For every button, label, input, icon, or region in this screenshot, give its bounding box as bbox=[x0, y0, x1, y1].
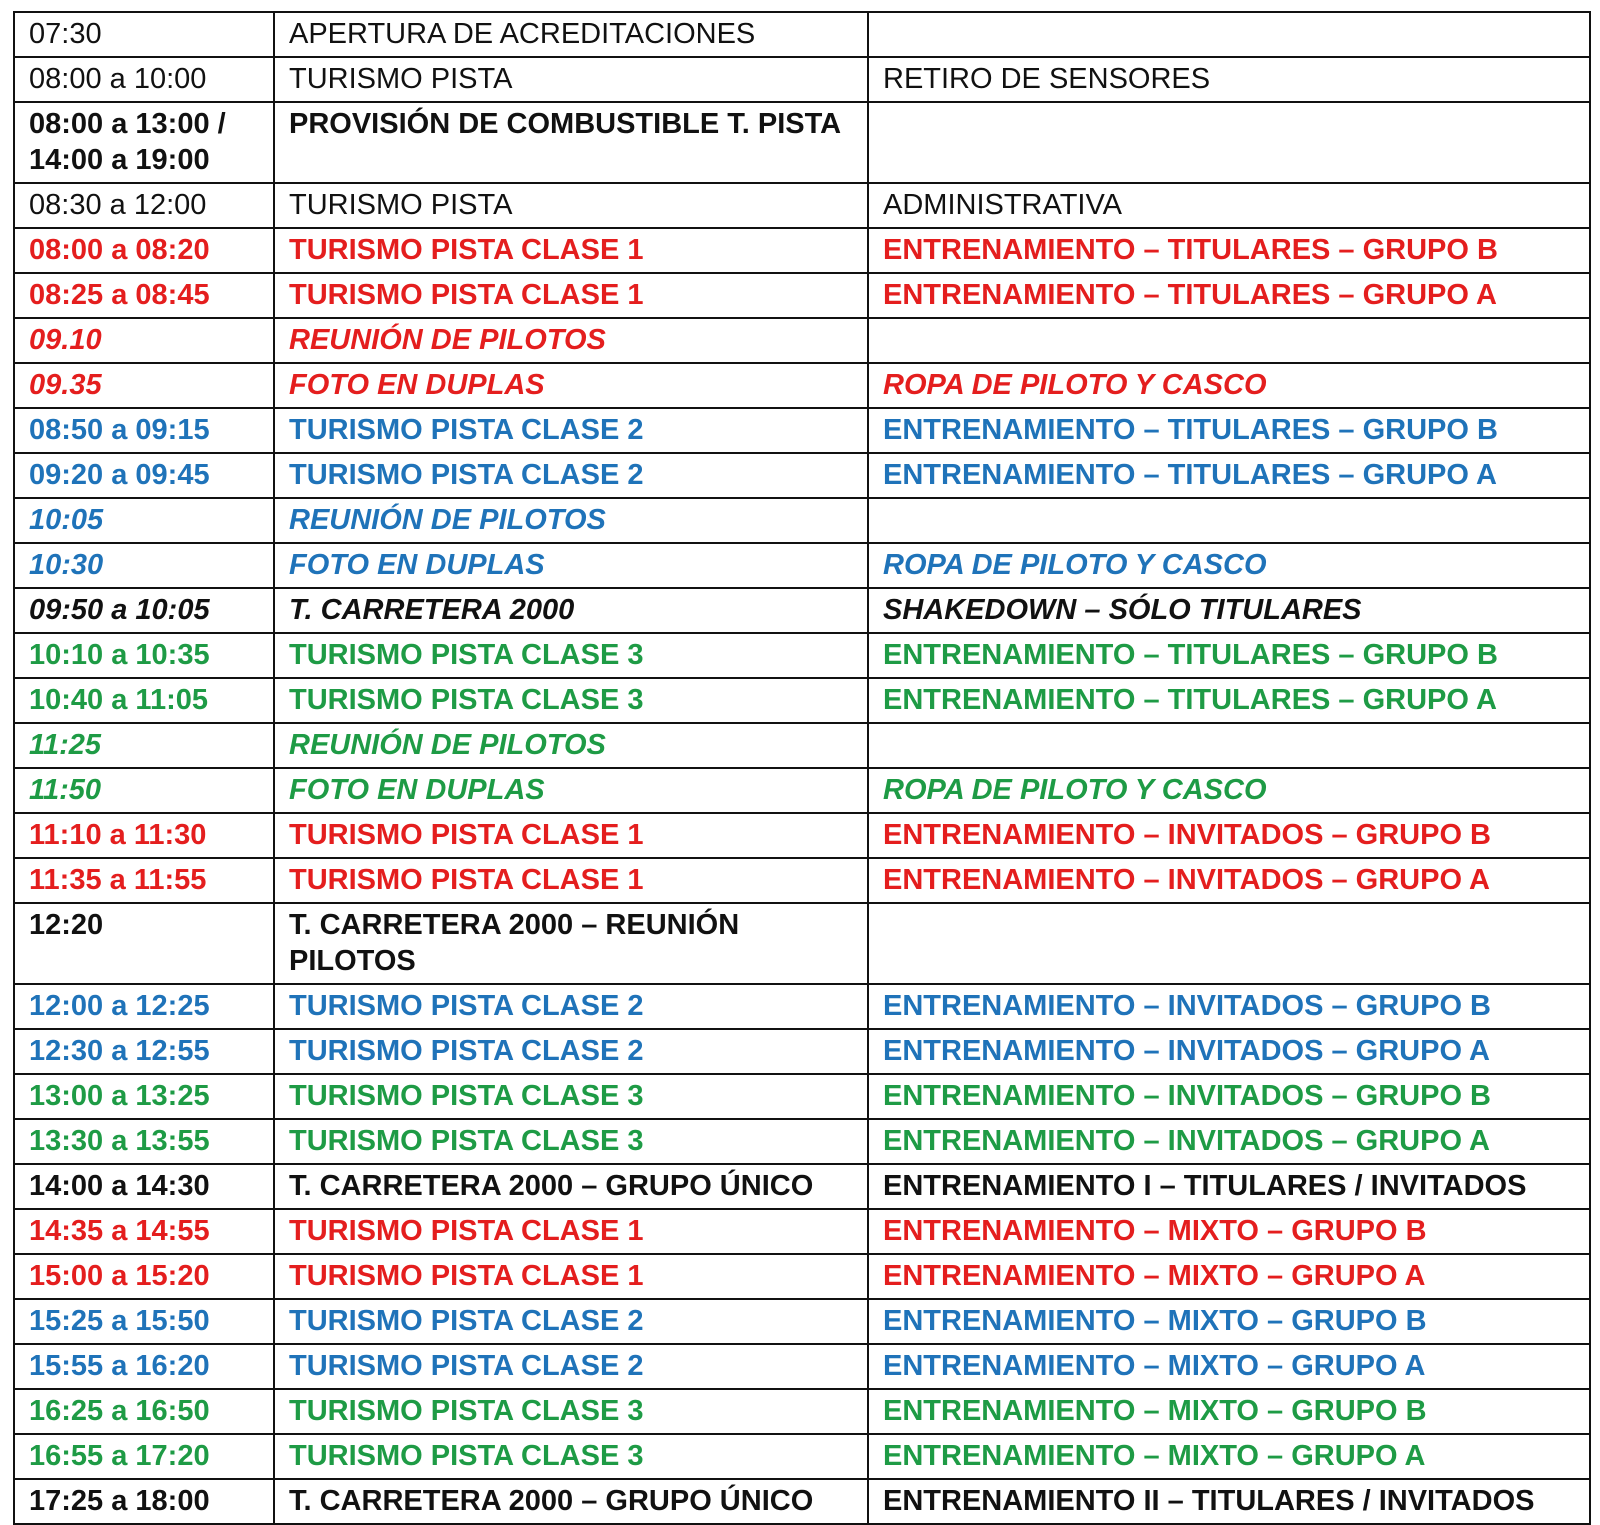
time-cell bbox=[14, 858, 274, 903]
schedule-row bbox=[14, 12, 1590, 57]
time-cell bbox=[14, 768, 274, 813]
time-cell bbox=[14, 903, 274, 984]
event-cell bbox=[274, 363, 868, 408]
event-cell bbox=[274, 12, 868, 57]
time-cell-text: 08:30 a 12:00 bbox=[29, 189, 207, 221]
event-cell-text: APERTURA DE ACREDITACIONES bbox=[289, 18, 756, 50]
schedule-row bbox=[14, 1074, 1590, 1119]
time-cell-text: 17:25 a 18:00 bbox=[29, 1485, 210, 1517]
time-cell-text: 10:40 a 11:05 bbox=[29, 684, 208, 716]
schedule-row bbox=[14, 408, 1590, 453]
time-cell-text: 09.35 bbox=[29, 369, 102, 401]
detail-cell-text: ENTRENAMIENTO – TITULARES – GRUPO A bbox=[883, 459, 1497, 491]
detail-cell bbox=[868, 1479, 1590, 1524]
time-cell bbox=[14, 102, 274, 183]
event-cell bbox=[274, 1344, 868, 1389]
schedule-row bbox=[14, 678, 1590, 723]
time-cell-text: 08:00 a 08:20 bbox=[29, 234, 210, 266]
detail-cell-text: ROPA DE PILOTO Y CASCO bbox=[883, 774, 1267, 806]
detail-cell-text: ENTRENAMIENTO – INVITADOS – GRUPO B bbox=[883, 1080, 1491, 1112]
event-cell bbox=[274, 768, 868, 813]
time-cell bbox=[14, 588, 274, 633]
time-cell-text: 13:30 a 13:55 bbox=[29, 1125, 210, 1157]
detail-cell bbox=[868, 408, 1590, 453]
schedule-row bbox=[14, 1164, 1590, 1209]
event-cell-text: T. CARRETERA 2000 – GRUPO ÚNICO bbox=[289, 1485, 814, 1517]
event-cell-text: T. CARRETERA 2000 bbox=[289, 594, 575, 626]
event-cell bbox=[274, 1434, 868, 1479]
event-cell-text: TURISMO PISTA CLASE 1 bbox=[289, 819, 644, 851]
time-cell bbox=[14, 1344, 274, 1389]
detail-cell-text: ENTRENAMIENTO – INVITADOS – GRUPO B bbox=[883, 990, 1491, 1022]
event-cell-text: PROVISIÓN DE COMBUSTIBLE T. PISTA bbox=[289, 108, 842, 140]
detail-cell bbox=[868, 57, 1590, 102]
event-cell bbox=[274, 1254, 868, 1299]
schedule-row bbox=[14, 453, 1590, 498]
detail-cell bbox=[868, 633, 1590, 678]
time-cell-text: 10:10 a 10:35 bbox=[29, 639, 210, 671]
detail-cell-text: ROPA DE PILOTO Y CASCO bbox=[883, 549, 1267, 581]
detail-cell bbox=[868, 768, 1590, 813]
detail-cell-text: ENTRENAMIENTO – INVITADOS – GRUPO A bbox=[883, 864, 1490, 896]
event-cell-text: TURISMO PISTA CLASE 3 bbox=[289, 639, 644, 671]
detail-cell bbox=[868, 903, 1590, 984]
event-cell-text: TURISMO PISTA CLASE 3 bbox=[289, 1395, 644, 1427]
schedule-row bbox=[14, 318, 1590, 363]
schedule-row bbox=[14, 1029, 1590, 1074]
detail-cell bbox=[868, 1119, 1590, 1164]
time-cell bbox=[14, 1254, 274, 1299]
schedule-row bbox=[14, 57, 1590, 102]
detail-cell bbox=[868, 102, 1590, 183]
detail-cell-text: ENTRENAMIENTO – MIXTO – GRUPO B bbox=[883, 1395, 1427, 1427]
schedule-body bbox=[14, 12, 1590, 1524]
time-cell-text: 11:25 bbox=[29, 729, 102, 761]
detail-cell-text: ENTRENAMIENTO – TITULARES – GRUPO B bbox=[883, 234, 1498, 266]
detail-cell bbox=[868, 1344, 1590, 1389]
time-cell bbox=[14, 363, 274, 408]
detail-cell bbox=[868, 1164, 1590, 1209]
event-cell-text: TURISMO PISTA bbox=[289, 189, 513, 221]
event-cell bbox=[274, 453, 868, 498]
time-cell bbox=[14, 1164, 274, 1209]
schedule-row bbox=[14, 1254, 1590, 1299]
detail-cell bbox=[868, 183, 1590, 228]
event-cell-text: T. CARRETERA 2000 – REUNIÓN PILOTOS bbox=[289, 909, 740, 977]
event-cell-text: TURISMO PISTA CLASE 1 bbox=[289, 1215, 644, 1247]
detail-cell-text: ADMINISTRATIVA bbox=[883, 189, 1122, 221]
time-cell-text: 11:50 bbox=[29, 774, 102, 806]
event-cell-text: TURISMO PISTA CLASE 1 bbox=[289, 864, 644, 896]
detail-cell bbox=[868, 723, 1590, 768]
event-cell-text: REUNIÓN DE PILOTOS bbox=[289, 729, 606, 761]
detail-cell bbox=[868, 543, 1590, 588]
time-cell-text: 10:30 bbox=[29, 549, 104, 581]
time-cell-text: 07:30 bbox=[29, 18, 102, 50]
time-cell bbox=[14, 1434, 274, 1479]
time-cell-text: 12:30 a 12:55 bbox=[29, 1035, 210, 1067]
schedule-row bbox=[14, 984, 1590, 1029]
schedule-table bbox=[13, 11, 1591, 1525]
time-cell bbox=[14, 1119, 274, 1164]
detail-cell-text: ENTRENAMIENTO – MIXTO – GRUPO A bbox=[883, 1260, 1426, 1292]
event-cell bbox=[274, 1389, 868, 1434]
event-cell-text: TURISMO PISTA bbox=[289, 63, 513, 95]
time-cell-text: 10:05 bbox=[29, 504, 104, 536]
detail-cell bbox=[868, 1389, 1590, 1434]
event-cell-text: TURISMO PISTA CLASE 2 bbox=[289, 459, 644, 491]
event-cell bbox=[274, 813, 868, 858]
event-cell bbox=[274, 858, 868, 903]
detail-cell bbox=[868, 273, 1590, 318]
event-cell-text: TURISMO PISTA CLASE 2 bbox=[289, 1305, 644, 1337]
time-cell-text: 08:00 a 10:00 bbox=[29, 63, 207, 95]
event-cell-text: T. CARRETERA 2000 – GRUPO ÚNICO bbox=[289, 1170, 814, 1202]
time-cell-text: 13:00 a 13:25 bbox=[29, 1080, 210, 1112]
schedule-row bbox=[14, 102, 1590, 183]
detail-cell bbox=[868, 363, 1590, 408]
schedule-row bbox=[14, 723, 1590, 768]
event-cell-text: FOTO EN DUPLAS bbox=[289, 549, 545, 581]
detail-cell bbox=[868, 678, 1590, 723]
time-cell-text: 08:25 a 08:45 bbox=[29, 279, 210, 311]
event-cell bbox=[274, 57, 868, 102]
detail-cell-text: ROPA DE PILOTO Y CASCO bbox=[883, 369, 1267, 401]
event-cell bbox=[274, 1164, 868, 1209]
detail-cell bbox=[868, 1254, 1590, 1299]
detail-cell-text: ENTRENAMIENTO – MIXTO – GRUPO B bbox=[883, 1215, 1427, 1247]
schedule-row bbox=[14, 1479, 1590, 1524]
time-cell bbox=[14, 228, 274, 273]
time-cell bbox=[14, 984, 274, 1029]
time-cell bbox=[14, 633, 274, 678]
time-cell bbox=[14, 12, 274, 57]
event-cell bbox=[274, 678, 868, 723]
schedule-row bbox=[14, 1299, 1590, 1344]
time-cell-text: 11:10 a 11:30 bbox=[29, 819, 207, 851]
detail-cell bbox=[868, 228, 1590, 273]
event-cell bbox=[274, 1479, 868, 1524]
detail-cell-text: ENTRENAMIENTO – TITULARES – GRUPO A bbox=[883, 684, 1497, 716]
event-cell-text: FOTO EN DUPLAS bbox=[289, 369, 545, 401]
event-cell bbox=[274, 183, 868, 228]
detail-cell-text: ENTRENAMIENTO II – TITULARES / INVITADOS bbox=[883, 1485, 1535, 1517]
event-cell-text: TURISMO PISTA CLASE 2 bbox=[289, 990, 644, 1022]
time-cell bbox=[14, 453, 274, 498]
detail-cell-text: ENTRENAMIENTO – TITULARES – GRUPO B bbox=[883, 414, 1498, 446]
event-cell-text: TURISMO PISTA CLASE 3 bbox=[289, 684, 644, 716]
event-cell-text: TURISMO PISTA CLASE 3 bbox=[289, 1440, 644, 1472]
event-cell bbox=[274, 1119, 868, 1164]
event-cell-text: TURISMO PISTA CLASE 1 bbox=[289, 1260, 644, 1292]
time-cell-text: 15:25 a 15:50 bbox=[29, 1305, 210, 1337]
time-cell bbox=[14, 498, 274, 543]
time-cell bbox=[14, 813, 274, 858]
schedule-row bbox=[14, 813, 1590, 858]
time-cell-text: 08:50 a 09:15 bbox=[29, 414, 210, 446]
schedule-sheet bbox=[13, 11, 1591, 1525]
event-cell-text: TURISMO PISTA CLASE 3 bbox=[289, 1125, 644, 1157]
detail-cell-text: ENTRENAMIENTO – INVITADOS – GRUPO A bbox=[883, 1125, 1490, 1157]
event-cell-text: TURISMO PISTA CLASE 2 bbox=[289, 414, 644, 446]
detail-cell bbox=[868, 984, 1590, 1029]
time-cell bbox=[14, 408, 274, 453]
time-cell-text: 08:00 a 13:00 / 14:00 a 19:00 bbox=[29, 108, 226, 176]
schedule-row bbox=[14, 1434, 1590, 1479]
time-cell-text: 09:50 a 10:05 bbox=[29, 594, 210, 626]
event-cell-text: FOTO EN DUPLAS bbox=[289, 774, 545, 806]
event-cell-text: TURISMO PISTA CLASE 3 bbox=[289, 1080, 644, 1112]
event-cell bbox=[274, 1299, 868, 1344]
event-cell bbox=[274, 588, 868, 633]
time-cell bbox=[14, 1389, 274, 1434]
event-cell-text: REUNIÓN DE PILOTOS bbox=[289, 504, 606, 536]
event-cell-text: TURISMO PISTA CLASE 1 bbox=[289, 279, 644, 311]
event-cell-text: REUNIÓN DE PILOTOS bbox=[289, 324, 606, 356]
schedule-row bbox=[14, 363, 1590, 408]
time-cell bbox=[14, 543, 274, 588]
event-cell-text: TURISMO PISTA CLASE 1 bbox=[289, 234, 644, 266]
event-cell bbox=[274, 102, 868, 183]
detail-cell bbox=[868, 858, 1590, 903]
event-cell bbox=[274, 984, 868, 1029]
detail-cell-text: ENTRENAMIENTO – INVITADOS – GRUPO A bbox=[883, 1035, 1490, 1067]
time-cell bbox=[14, 318, 274, 363]
event-cell-text: TURISMO PISTA CLASE 2 bbox=[289, 1035, 644, 1067]
schedule-row bbox=[14, 543, 1590, 588]
schedule-row bbox=[14, 273, 1590, 318]
time-cell bbox=[14, 183, 274, 228]
event-cell bbox=[274, 1029, 868, 1074]
detail-cell bbox=[868, 588, 1590, 633]
detail-cell bbox=[868, 453, 1590, 498]
detail-cell-text: ENTRENAMIENTO – MIXTO – GRUPO B bbox=[883, 1305, 1427, 1337]
detail-cell bbox=[868, 12, 1590, 57]
schedule-row bbox=[14, 588, 1590, 633]
time-cell-text: 16:55 a 17:20 bbox=[29, 1440, 210, 1472]
schedule-row bbox=[14, 858, 1590, 903]
event-cell bbox=[274, 723, 868, 768]
detail-cell bbox=[868, 1299, 1590, 1344]
detail-cell-text: SHAKEDOWN – SÓLO TITULARES bbox=[883, 594, 1362, 626]
time-cell bbox=[14, 57, 274, 102]
time-cell bbox=[14, 1479, 274, 1524]
schedule-row bbox=[14, 768, 1590, 813]
event-cell bbox=[274, 228, 868, 273]
time-cell-text: 12:20 bbox=[29, 909, 104, 941]
event-cell bbox=[274, 1209, 868, 1254]
time-cell-text: 09:20 a 09:45 bbox=[29, 459, 210, 491]
schedule-row bbox=[14, 903, 1590, 984]
time-cell-text: 14:00 a 14:30 bbox=[29, 1170, 210, 1202]
time-cell-text: 16:25 a 16:50 bbox=[29, 1395, 210, 1427]
detail-cell bbox=[868, 813, 1590, 858]
detail-cell-text: ENTRENAMIENTO I – TITULARES / INVITADOS bbox=[883, 1170, 1527, 1202]
detail-cell bbox=[868, 1074, 1590, 1119]
schedule-row bbox=[14, 1209, 1590, 1254]
time-cell bbox=[14, 273, 274, 318]
event-cell-text: TURISMO PISTA CLASE 2 bbox=[289, 1350, 644, 1382]
schedule-row bbox=[14, 228, 1590, 273]
schedule-row bbox=[14, 498, 1590, 543]
schedule-row bbox=[14, 1119, 1590, 1164]
detail-cell bbox=[868, 1209, 1590, 1254]
time-cell-text: 15:00 a 15:20 bbox=[29, 1260, 210, 1292]
detail-cell bbox=[868, 318, 1590, 363]
detail-cell-text: ENTRENAMIENTO – MIXTO – GRUPO A bbox=[883, 1440, 1426, 1472]
detail-cell-text: ENTRENAMIENTO – TITULARES – GRUPO A bbox=[883, 279, 1497, 311]
event-cell bbox=[274, 903, 868, 984]
event-cell bbox=[274, 318, 868, 363]
detail-cell bbox=[868, 1434, 1590, 1479]
time-cell bbox=[14, 1299, 274, 1344]
detail-cell-text: ENTRENAMIENTO – MIXTO – GRUPO A bbox=[883, 1350, 1426, 1382]
time-cell bbox=[14, 678, 274, 723]
detail-cell-text: ENTRENAMIENTO – TITULARES – GRUPO B bbox=[883, 639, 1498, 671]
time-cell bbox=[14, 1074, 274, 1119]
time-cell-text: 14:35 a 14:55 bbox=[29, 1215, 210, 1247]
event-cell bbox=[274, 1074, 868, 1119]
time-cell-text: 09.10 bbox=[29, 324, 102, 356]
time-cell-text: 15:55 a 16:20 bbox=[29, 1350, 210, 1382]
event-cell bbox=[274, 273, 868, 318]
time-cell-text: 12:00 a 12:25 bbox=[29, 990, 210, 1022]
detail-cell bbox=[868, 1029, 1590, 1074]
event-cell bbox=[274, 498, 868, 543]
time-cell bbox=[14, 1029, 274, 1074]
schedule-row bbox=[14, 183, 1590, 228]
event-cell bbox=[274, 633, 868, 678]
schedule-row bbox=[14, 633, 1590, 678]
schedule-row bbox=[14, 1344, 1590, 1389]
schedule-row bbox=[14, 1389, 1590, 1434]
time-cell bbox=[14, 723, 274, 768]
event-cell bbox=[274, 543, 868, 588]
time-cell bbox=[14, 1209, 274, 1254]
detail-cell-text: RETIRO DE SENSORES bbox=[883, 63, 1211, 95]
time-cell-text: 11:35 a 11:55 bbox=[29, 864, 207, 896]
detail-cell bbox=[868, 498, 1590, 543]
detail-cell-text: ENTRENAMIENTO – INVITADOS – GRUPO B bbox=[883, 819, 1491, 851]
event-cell bbox=[274, 408, 868, 453]
